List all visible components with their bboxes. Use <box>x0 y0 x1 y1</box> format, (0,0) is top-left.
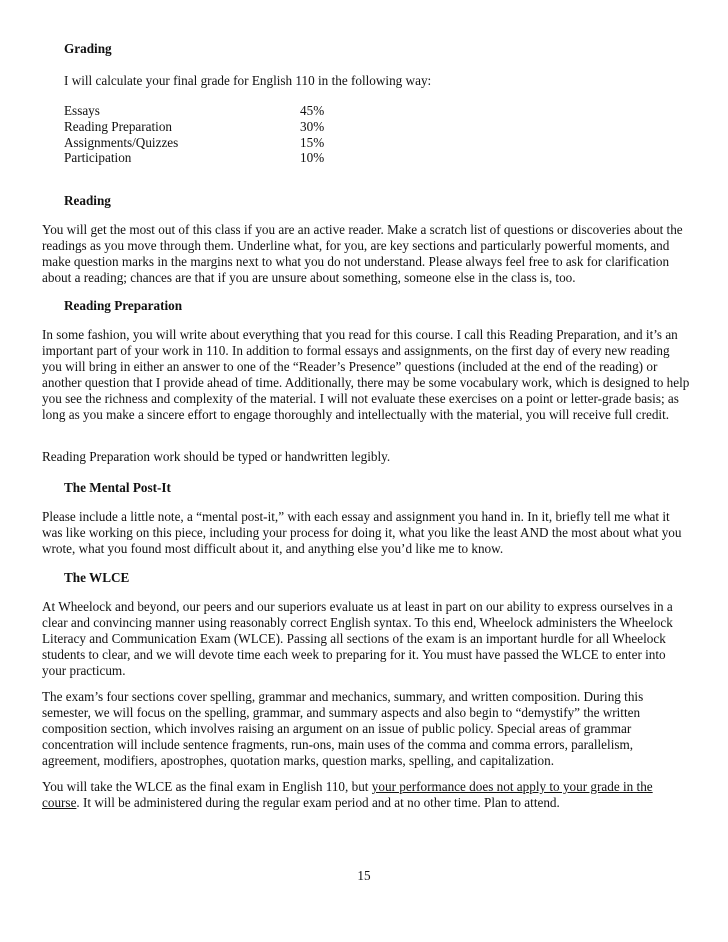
reading-preparation-note: Reading Preparation work should be typed or handwritten legibly. <box>42 449 391 464</box>
grading-intro: I will calculate your final grade for English 110 in the following way: <box>64 73 432 88</box>
reading-heading: Reading <box>64 193 111 208</box>
wlce-final-exam-text-end: . It will be administered during the regular exam period and at no other time. Plan to attend. <box>76 795 560 810</box>
reading-paragraph: You will get the most out of this class if you are an active reader. Make a scratch list of questions or discoveries about the readings as you move through them. Underline what, for you, are key sections and particularly powerful moments, and make question marks in the margins next to what you do not understand. Please always feel free to ask for clarification about a reading; chances are that if you are unsure about something, someone else in the class is, too. <box>42 222 683 285</box>
grade-category: Assignments/Quizzes <box>64 135 179 150</box>
grade-row <box>64 150 364 166</box>
grade-percent: 45% <box>300 103 325 118</box>
wlce-paragraph: At Wheelock and beyond, our peers and our superiors evaluate us at least in part on our ability to express ourselves in a clear and convincing manner using reasonably correct English syntax. To this end, Wheelock administers the Wheelock Literacy and Communication Exam (WLCE). Passing all sections of the exam is an important hurdle for all Wheelock students to clear, and we will devote time each week to preparing for it. You must have passed the WLCE to enter into your practicum. <box>42 599 673 678</box>
wlce-final-exam-underlined-text: your performance does not apply to your grade in the course <box>42 779 653 810</box>
wlce-exam-sections-paragraph: The exam’s four sections cover spelling, grammar and mechanics, summary, and written composition. During this semester, we will focus on the spelling, grammar, and summary aspects and also begin to “demystify” the written composition section, which involves raising an argument on an issue of public policy. Special areas of grammar concentration will include sentence fragments, run-ons, main uses of the comma and comma errors, parallelism, agreement, modifiers, apostrophes, quotation marks, question marks, spelling, and capitalization. <box>42 689 644 768</box>
mental-post-it-paragraph: Please include a little note, a “mental post-it,” with each essay and assignment you hand in. In it, briefly tell me what it was like working on this piece, including your process for doing it, what you like the least AND the most about what you wrote, what you found most difficult about it, and anything else you’d like me to know. <box>42 509 682 556</box>
reading-preparation-paragraph: In some fashion, you will write about everything that you read for this course. I call this Reading Preparation, and it’s an important part of your work in 110. In addition to formal essays and assignments, on the first day of every new reading you will bring in either an answer to one of the “Reader’s Presence” questions (included at the end of the reading) or another question that I provide ahead of time. Additionally, there may be some vocabulary work, which is designed to help you see the richness and complexity of the material. I will not evaluate these exercises on a point or letter-grade basis; as long as you make a sincere effort to engage thoroughly and intellectually with the material, you will receive full credit. <box>42 327 690 422</box>
grade-category: Essays <box>64 103 100 118</box>
grade-category: Participation <box>64 150 132 165</box>
grade-row <box>64 103 364 119</box>
grading-heading: Grading <box>64 41 112 56</box>
grade-percent: 30% <box>300 119 325 134</box>
grade-row <box>64 135 364 151</box>
grade-row <box>64 119 364 135</box>
reading-preparation-heading: Reading Preparation <box>64 298 183 313</box>
page-number: 15 <box>357 868 371 883</box>
grade-percent: 10% <box>300 150 325 165</box>
wlce-final-exam-text-start: You will take the WLCE as the final exam in English 110, but <box>42 779 372 794</box>
grade-category: Reading Preparation <box>64 119 173 134</box>
wlce-heading: The WLCE <box>64 570 130 585</box>
wlce-final-exam-paragraph <box>42 779 690 811</box>
mental-post-it-heading: The Mental Post-It <box>64 480 171 495</box>
grade-percent: 15% <box>300 135 325 150</box>
